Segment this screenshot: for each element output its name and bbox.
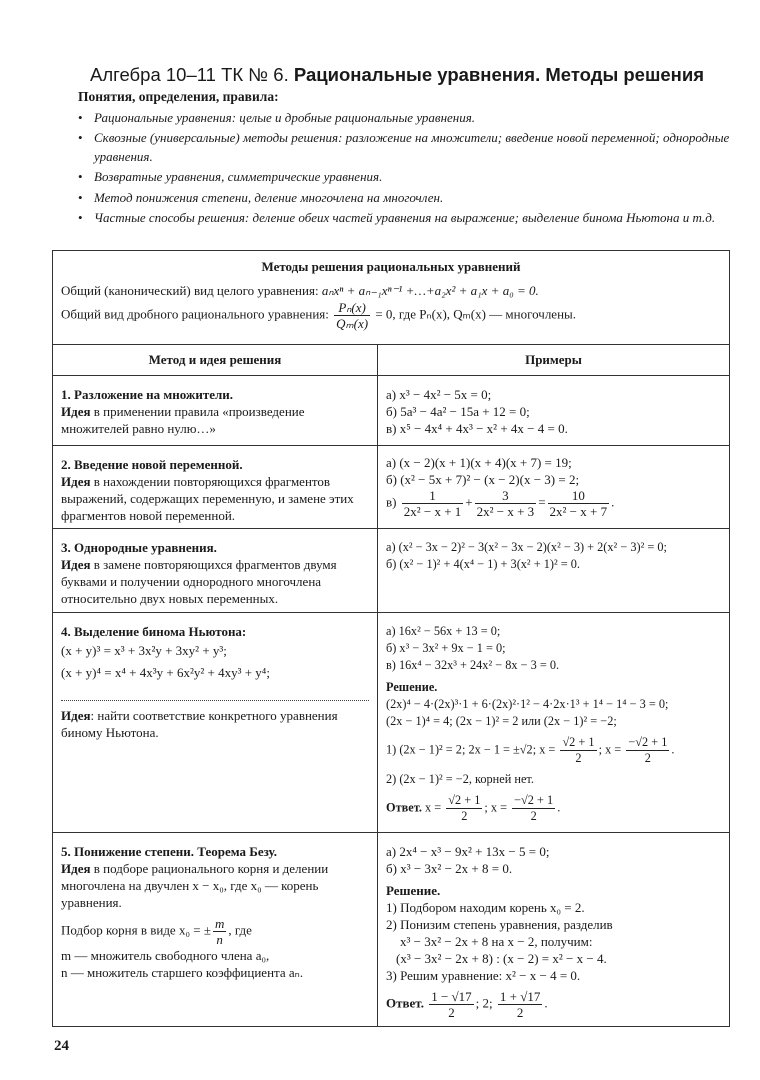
step-text: ; x =: [598, 742, 622, 757]
examples-cell: [378, 833, 729, 1030]
example: а) (x − 2)(x + 1)(x + 4)(x + 7) = 19;: [386, 455, 572, 470]
examples-cell: [378, 376, 729, 447]
binomial-fourth-formula: (x + y)⁴ = x⁴ + 4x³y + 6x²y² + 4xy³ + y⁴;: [61, 665, 270, 680]
fraction: [626, 735, 669, 766]
example: а) (x² − 3x − 2)² − 3(x² − 3x − 2)(x² − 3) + 2(x² − 3)² = 0;: [386, 540, 667, 554]
examples-cell: [378, 446, 729, 529]
table-row: [53, 612, 729, 832]
idea-label: Идея: [61, 474, 91, 489]
answer-label: Ответ.: [386, 800, 422, 815]
list-item: • Рациональные уравнения: целые и дробные рациональные уравнения.: [78, 109, 738, 128]
example: в) 16x⁴ − 32x³ + 24x² − 8x − 3 = 0.: [386, 658, 560, 672]
solution-line: (x³ − 3x² − 2x + 8) : (x − 2) = x² − x − 4.: [396, 951, 607, 966]
examples-cell: [378, 613, 729, 834]
method-cell: [53, 613, 377, 751]
n-definition: n — множитель старшего коэффициента aₙ.: [61, 965, 304, 980]
example-prefix: в): [386, 494, 397, 510]
table-row: [53, 445, 729, 528]
method-title: 4. Выделение бинома Ньютона:: [61, 624, 247, 639]
answer-text: x =: [424, 800, 442, 815]
idea-label: Идея: [61, 861, 91, 876]
idea-label: Идея: [61, 557, 91, 572]
solution-line: x³ − 3x² − 2x + 8 на x − 2, получим:: [400, 934, 593, 949]
page-number: 24: [54, 1038, 69, 1054]
idea-label: Идея: [61, 404, 91, 419]
m-definition: m — множитель свободного члена a₀,: [61, 948, 270, 963]
example: в) x⁵ − 4x⁴ + 4x³ − x² + 4x − 4 = 0.: [386, 421, 568, 436]
example: в) $\frac{1}{\text{2x² − x + 1}}$ + $\frac{3}{\text{2x² − x + 3}}$ = $\frac{10}{\text{2x² − x + 7}}$ .: [386, 488, 615, 519]
page-title: [90, 64, 730, 86]
denominator: 2: [448, 1005, 455, 1020]
table-row: [53, 832, 729, 1027]
denominator: 2: [530, 809, 537, 823]
method-cell: [53, 376, 377, 447]
method-cell: [53, 529, 377, 617]
method-cell: [53, 833, 377, 991]
solution-line: (2x)⁴ − 4·(2x)³·1 + 6·(2x)²·1² − 4·2x·1³ + 1⁴ − 1⁴ − 3 = 0;: [386, 697, 669, 711]
root-selection-line: [61, 916, 369, 947]
examples-cell: [378, 529, 729, 583]
list-item: • Возвратные уравнения, симметрические уравнения.: [78, 168, 738, 187]
list-item: • Частные способы решения: деление обеих частей уравнения на выражение; выделение бинома Ньютона и т.д.: [78, 209, 738, 228]
fractional-form-label: Общий вид дробного рационального уравнения:: [61, 306, 329, 322]
solution-label: Решение.: [386, 883, 441, 898]
fraction: [402, 488, 464, 519]
numerator: −√2 + 1: [628, 735, 668, 749]
methods-table: [52, 250, 730, 1027]
denominator: 2x² − x + 1: [403, 504, 462, 519]
solution-line: 1) Подбором находим корень x₀ = 2.: [386, 900, 585, 915]
concepts-heading: Понятия, определения, правила:: [78, 89, 279, 104]
concepts-section: [78, 88, 738, 230]
idea-label: Идея: [61, 708, 91, 723]
denominator: 2: [575, 751, 582, 765]
fractional-form-line: [61, 300, 721, 331]
table-row: [53, 528, 729, 612]
idea-text: в замене повторяющихся фрагментов двумя буквами и получении однородного многочлена относительно двух новых переменных.: [61, 557, 337, 606]
column-header-method: Метод и идея решения: [148, 352, 282, 367]
example: б) (x² − 1)² + 4(x⁴ − 1) + 3(x² + 1)² = 0.: [386, 557, 580, 571]
table-row: [53, 375, 729, 445]
canonical-form-label: Общий (канонический) вид целого уравнения:: [61, 283, 319, 298]
fraction: [334, 300, 370, 331]
method-title: 3. Однородные уравнения.: [61, 540, 217, 555]
idea-text: : найти соответствие конкретного уравнения биному Ньютона.: [61, 708, 338, 740]
table-intro: [53, 251, 729, 344]
fraction: [213, 916, 226, 947]
numerator: 1 − √17: [431, 989, 472, 1004]
method-cell: [53, 446, 377, 534]
example: а) x³ − 4x² − 5x = 0;: [386, 387, 492, 402]
idea-text: в нахождении повторяющихся фрагментов выражений, содержащих переменную, и замене этих фрагментов новой переменной.: [61, 474, 354, 523]
fraction: [512, 793, 555, 824]
numerator: 1 + √17: [499, 989, 541, 1004]
solution-step-2: 2) (2x − 1)² = −2, корней нет.: [386, 772, 534, 786]
fraction: [560, 735, 596, 766]
fraction: [475, 488, 537, 519]
column-divider: [377, 345, 378, 375]
numerator: m: [214, 916, 225, 931]
answer-line: Ответ. x = $\frac{√2 + 1}{2}$ ; x = $\frac{-√2 + 1}{2}$ .: [386, 793, 561, 823]
answer-text: ; x =: [484, 800, 508, 815]
solution-line: 2) Понизим степень уравнения, разделив: [386, 917, 613, 932]
numerator: √2 + 1: [562, 735, 595, 749]
numerator: Pₙ(x): [334, 300, 370, 316]
table-header-row: [53, 344, 729, 375]
solution-label: Решение.: [386, 680, 438, 694]
denominator: 2: [461, 809, 468, 823]
denominator: 2: [644, 751, 651, 765]
denominator: n: [216, 932, 223, 947]
numerator: 1: [402, 488, 464, 504]
numerator: −√2 + 1: [514, 793, 554, 807]
method-title: 1. Разложение на множители.: [61, 387, 234, 402]
method-title: 5. Понижение степени. Теорема Безу.: [61, 844, 278, 859]
denominator: Qₘ(x): [336, 316, 369, 331]
fraction: [429, 989, 473, 1020]
example: б) x³ − 3x² − 2x + 8 = 0.: [386, 861, 513, 876]
numerator: 3: [475, 488, 537, 504]
root-text: , где: [228, 922, 252, 938]
example: а) 16x² − 56x + 13 = 0;: [386, 624, 501, 638]
denominator: 2x² − x + 3: [476, 504, 535, 519]
solution-line: (2x − 1)⁴ = 4; (2x − 1)² = 2 или (2x − 1)² = −2;: [386, 714, 617, 728]
denominator: 2: [516, 1005, 524, 1020]
list-item: • Метод понижения степени, деление многочлена на многочлен.: [78, 189, 738, 208]
example: б) x³ − 3x² + 9x − 1 = 0;: [386, 641, 506, 655]
table-title: Методы решения рациональных уравнений: [261, 259, 521, 274]
fractional-form-tail: = 0, где Pₙ(x), Qₘ(x) — многочлены.: [375, 306, 577, 322]
step-text: 1) (2x − 1)² = 2; 2x − 1 = ±√2; x =: [386, 742, 556, 757]
answer-line: Ответ. $\frac{1 - √17}{2}$ ; 2; $\frac{1 + √17}{2}$ .: [386, 989, 548, 1020]
fraction: [548, 488, 610, 519]
example: а) 2x⁴ − x³ − 9x² + 13x − 5 = 0;: [386, 844, 550, 859]
concepts-list: [78, 109, 738, 228]
denominator: 2x² − x + 7: [549, 504, 608, 519]
dotted-separator: [61, 692, 369, 701]
binomial-cube-formula: (x + y)³ = x³ + 3x²y + 3xy² + y³;: [61, 643, 227, 658]
canonical-form-line: [61, 281, 721, 300]
answer-label: Ответ.: [386, 995, 424, 1011]
title-main: Рациональные уравнения. Методы решения: [293, 64, 705, 85]
method-title: 2. Введение новой переменной.: [61, 457, 243, 472]
solution-line: 3) Решим уравнение: x² − x − 4 = 0.: [386, 968, 581, 983]
list-item: • Сквозные (универсальные) методы решения: разложение на множители; введение новой переменной; однородные уравнения.: [78, 129, 738, 166]
example: б) 5a³ − 4a² − 15a + 12 = 0;: [386, 404, 530, 419]
title-prefix: Алгебра 10–11 ТК № 6.: [90, 64, 289, 85]
solution-step-1: 1) (2x − 1)² = 2; 2x − 1 = ±√2; x = $\frac{√2 + 1}{2}$ ; x = $\frac{-√2 + 1}{2}$ .: [386, 735, 675, 765]
fraction: [498, 989, 542, 1020]
answer-text: ; 2;: [475, 995, 493, 1011]
root-text: Подбор корня в виде x₀ = ±: [61, 922, 211, 938]
column-header-examples: Примеры: [525, 352, 582, 367]
numerator: √2 + 1: [448, 793, 481, 807]
example: б) (x² − 5x + 7)² − (x − 2)(x − 3) = 2;: [386, 472, 580, 487]
idea-text: в подборе рационального корня и делении многочлена на двучлен x − x₀, где x₀ — корень уравнения.: [61, 861, 329, 910]
numerator: 10: [548, 488, 610, 504]
idea-text: в применении правила «произведение множителей равно нулю…»: [61, 404, 305, 436]
canonical-form-formula: aₙxⁿ + aₙ₋₁xⁿ⁻¹ +…+a₂x² + a₁x + a₀ = 0.: [321, 283, 539, 298]
fraction: [446, 793, 482, 824]
